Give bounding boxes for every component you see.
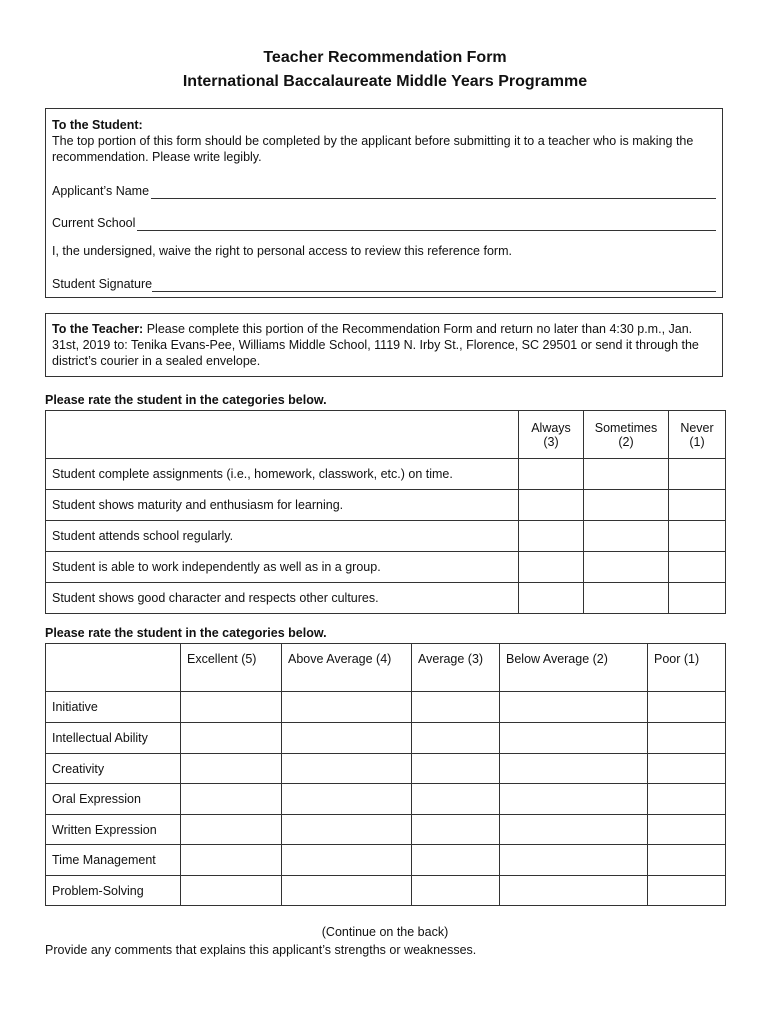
teacher-heading: To the Teacher: xyxy=(52,322,144,336)
rating-cell[interactable] xyxy=(282,876,412,906)
column-header-above-average: Above Average (4) xyxy=(282,644,412,692)
rating-cell[interactable] xyxy=(181,845,282,876)
table-row xyxy=(46,583,726,614)
row-label: Written Expression xyxy=(46,815,181,845)
rating-cell[interactable] xyxy=(500,876,648,906)
rating-cell[interactable] xyxy=(181,754,282,784)
table-row xyxy=(46,692,726,723)
rating-cell[interactable] xyxy=(584,490,669,521)
rating-cell[interactable] xyxy=(412,876,500,906)
rating-cell[interactable] xyxy=(412,754,500,784)
rating-table-1-label: Please rate the student in the categories below. xyxy=(45,393,327,407)
rating-cell[interactable] xyxy=(669,490,726,521)
rating-cell[interactable] xyxy=(519,521,584,552)
applicant-name-row xyxy=(52,183,716,199)
row-label: Oral Expression xyxy=(46,784,181,815)
rating-cell[interactable] xyxy=(648,784,726,815)
row-label: Intellectual Ability xyxy=(46,723,181,754)
rating-cell[interactable] xyxy=(500,754,648,784)
rating-cell[interactable] xyxy=(648,692,726,723)
column-header-average: Average (3) xyxy=(412,644,500,692)
rating-cell[interactable] xyxy=(648,723,726,754)
header-empty-cell xyxy=(46,411,519,459)
row-label: Student shows maturity and enthusiasm for learning. xyxy=(46,490,519,521)
rating-cell[interactable] xyxy=(669,583,726,614)
signature-field[interactable] xyxy=(152,279,716,292)
rating-cell[interactable] xyxy=(282,754,412,784)
rating-table-1-header xyxy=(46,411,726,459)
row-label: Student attends school regularly. xyxy=(46,521,519,552)
table-row xyxy=(46,552,726,583)
rating-cell[interactable] xyxy=(500,723,648,754)
waiver-text: I, the undersigned, waive the right to personal access to review this reference form. xyxy=(52,244,512,258)
current-school-field[interactable] xyxy=(137,218,716,231)
rating-cell[interactable] xyxy=(500,815,648,845)
student-section xyxy=(45,108,723,298)
column-header-below-average: Below Average (2) xyxy=(500,644,648,692)
rating-cell[interactable] xyxy=(282,723,412,754)
table-row xyxy=(46,723,726,754)
rating-table-1 xyxy=(45,410,726,614)
rating-cell[interactable] xyxy=(648,876,726,906)
student-instructions: The top portion of this form should be completed by the applicant before submitting it to a teacher who is making the recommendation. Please write legibly. xyxy=(52,134,694,164)
table-row xyxy=(46,815,726,845)
signature-label: Student Signature xyxy=(52,277,153,291)
rating-cell[interactable] xyxy=(648,815,726,845)
rating-cell[interactable] xyxy=(669,459,726,490)
row-label: Creativity xyxy=(46,754,181,784)
rating-cell[interactable] xyxy=(412,815,500,845)
table-row xyxy=(46,845,726,876)
rating-cell[interactable] xyxy=(648,754,726,784)
rating-table-2 xyxy=(45,643,726,906)
table-row xyxy=(46,521,726,552)
row-label: Problem-Solving xyxy=(46,876,181,906)
table-row xyxy=(46,876,726,906)
table-row xyxy=(46,784,726,815)
rating-cell[interactable] xyxy=(519,459,584,490)
form-subtitle: International Baccalaureate Middle Years Programme xyxy=(182,73,588,90)
teacher-instructions: Please complete this portion of the Recommendation Form and return no later than 4:30 p.m., Jan. 31st, 2019 to: Tenika Evans-Pee, Williams Middle School, 1119 N. Irby St., Florence, SC 29501 or send it through the district’s courier in a sealed envelope. xyxy=(52,322,699,368)
rating-cell[interactable] xyxy=(181,723,282,754)
rating-cell[interactable] xyxy=(412,692,500,723)
current-school-label: Current School xyxy=(52,216,136,230)
form-title: Teacher Recommendation Form xyxy=(263,49,507,66)
row-label: Time Management xyxy=(46,845,181,876)
row-label: Student complete assignments (i.e., homework, classwork, etc.) on time. xyxy=(46,459,519,490)
column-header-never: Never (1) xyxy=(669,411,726,459)
rating-cell[interactable] xyxy=(519,552,584,583)
rating-cell[interactable] xyxy=(519,490,584,521)
applicant-name-field[interactable] xyxy=(151,186,716,199)
column-header-poor: Poor (1) xyxy=(648,644,726,692)
rating-cell[interactable] xyxy=(181,784,282,815)
table-row xyxy=(46,459,726,490)
rating-cell[interactable] xyxy=(669,521,726,552)
column-header-sometimes: Sometimes (2) xyxy=(584,411,669,459)
applicant-name-label: Applicant’s Name xyxy=(52,184,150,198)
rating-cell[interactable] xyxy=(412,845,500,876)
continue-note: (Continue on the back) xyxy=(321,925,449,939)
rating-cell[interactable] xyxy=(282,845,412,876)
rating-cell[interactable] xyxy=(181,815,282,845)
row-label: Student is able to work independently as well as in a group. xyxy=(46,552,519,583)
rating-cell[interactable] xyxy=(181,876,282,906)
rating-cell[interactable] xyxy=(282,784,412,815)
rating-cell[interactable] xyxy=(519,583,584,614)
rating-table-2-label: Please rate the student in the categories below. xyxy=(45,626,327,640)
teacher-section xyxy=(45,313,723,377)
signature-row xyxy=(52,276,716,292)
rating-cell[interactable] xyxy=(584,459,669,490)
rating-cell[interactable] xyxy=(412,723,500,754)
rating-cell[interactable] xyxy=(669,552,726,583)
rating-cell[interactable] xyxy=(584,521,669,552)
rating-cell[interactable] xyxy=(282,815,412,845)
rating-cell[interactable] xyxy=(282,692,412,723)
rating-table-2-header xyxy=(46,644,726,692)
rating-cell[interactable] xyxy=(584,583,669,614)
rating-cell[interactable] xyxy=(412,784,500,815)
column-header-excellent: Excellent (5) xyxy=(181,644,282,692)
comments-prompt: Provide any comments that explains this applicant’s strengths or weaknesses. xyxy=(45,943,477,957)
table-row xyxy=(46,490,726,521)
rating-cell[interactable] xyxy=(648,845,726,876)
row-label: Student shows good character and respects other cultures. xyxy=(46,583,519,614)
rating-cell[interactable] xyxy=(500,784,648,815)
rating-cell[interactable] xyxy=(584,552,669,583)
table-row xyxy=(46,754,726,784)
current-school-row xyxy=(52,215,716,231)
header-empty-cell xyxy=(46,644,181,692)
row-label: Initiative xyxy=(46,692,181,723)
rating-cell[interactable] xyxy=(500,692,648,723)
column-header-always: Always (3) xyxy=(519,411,584,459)
student-heading: To the Student: xyxy=(52,118,143,132)
rating-cell[interactable] xyxy=(500,845,648,876)
rating-cell[interactable] xyxy=(181,692,282,723)
